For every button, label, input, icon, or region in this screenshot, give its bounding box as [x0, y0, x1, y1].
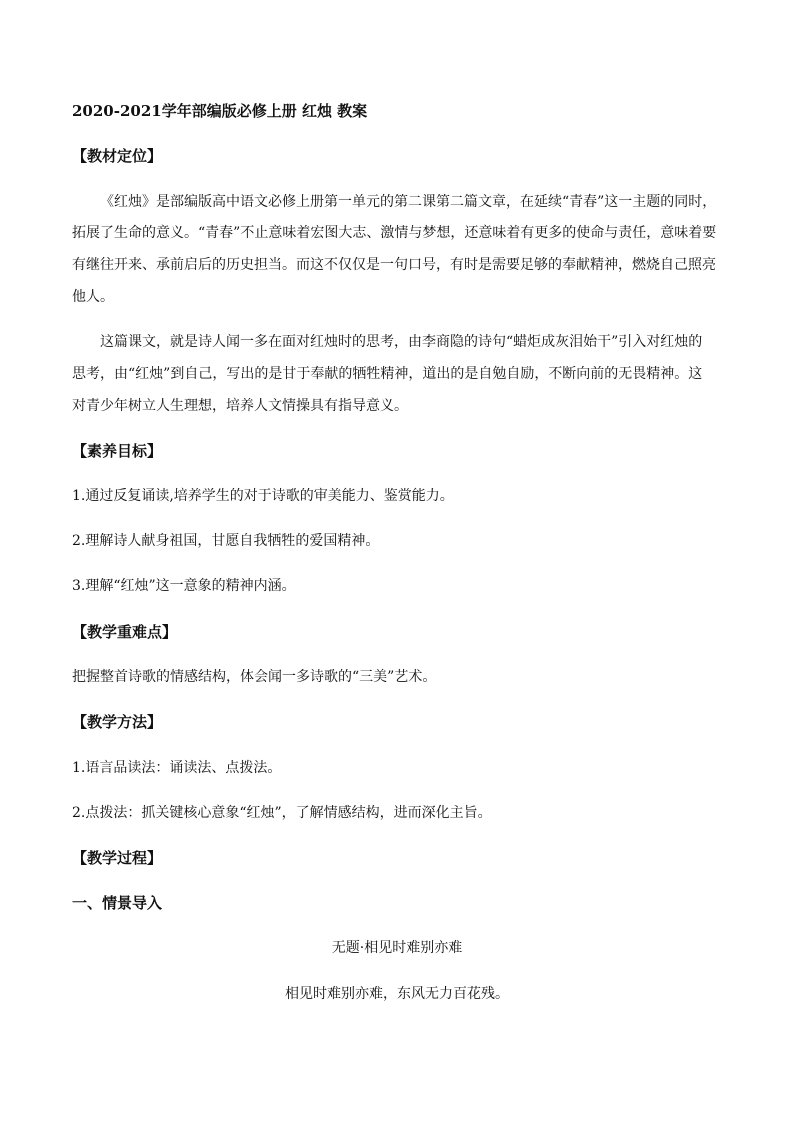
positioning-p1-line1: 《红烛》是部编版高中语文必修上册第一单元的第二课第二篇文章，在延续“青春”这一主题的同时， — [100, 194, 717, 210]
heading-key-points: 【教学重难点】 — [72, 623, 178, 641]
goal-item-3: 3.理解“红烛”这一意象的精神内涵。 — [72, 578, 296, 594]
key-points-text: 把握整首诗歌的情感结构，体会闻一多诗歌的“三美”艺术。 — [72, 669, 437, 685]
poem-line-1: 相见时难别亦难，东风无力百花残。 — [285, 986, 509, 1002]
positioning-p1-line3: 有继往开来、承前启后的历史担当。而这不仅仅是一句口号，有时是需要足够的奉献精神，燃烧自己照亮 — [72, 257, 716, 273]
document-title: 2020-2021学年部编版必修上册 红烛 教案 — [72, 102, 368, 120]
heading-methods: 【教学方法】 — [72, 713, 163, 731]
positioning-p2-line3: 对青少年树立人生理想，培养人文情操具有指导意义。 — [72, 398, 408, 414]
positioning-p1-line2: 拓展了生命的意义。“青春”不止意味着宏图大志、激情与梦想，还意味着有更多的使命与责任，意味着要 — [72, 225, 717, 241]
method-item-1: 1.语言品读法：诵读法、点拨法。 — [72, 760, 282, 776]
poem-title: 无题·相见时难别亦难 — [331, 940, 463, 956]
positioning-p1-line4: 他人。 — [72, 289, 114, 305]
heading-goals: 【素养目标】 — [72, 442, 163, 460]
positioning-p2-line1: 这篇课文，就是诗人闻一多在面对红烛时的思考，由李商隐的诗句“蜡炬成灰泪始干”引入对红烛的 — [100, 334, 703, 350]
goal-item-2: 2.理解诗人献身祖国，甘愿自我牺牲的爱国精神。 — [72, 533, 380, 549]
process-sub-heading-1: 一、情景导入 — [72, 894, 163, 912]
method-item-2: 2.点拨法：抓关键核心意象“红烛”，了解情感结构，进而深化主旨。 — [72, 805, 492, 821]
positioning-p2-line2: 思考，由“红烛”到自己，写出的是甘于奉献的牺牲精神，道出的是自勉自励，不断向前的无畏精神。这 — [72, 366, 703, 382]
heading-process: 【教学过程】 — [72, 849, 163, 867]
goal-item-1: 1.通过反复诵读,培养学生的对于诗歌的审美能力、鉴赏能力。 — [72, 488, 454, 504]
heading-positioning: 【教材定位】 — [72, 147, 163, 165]
